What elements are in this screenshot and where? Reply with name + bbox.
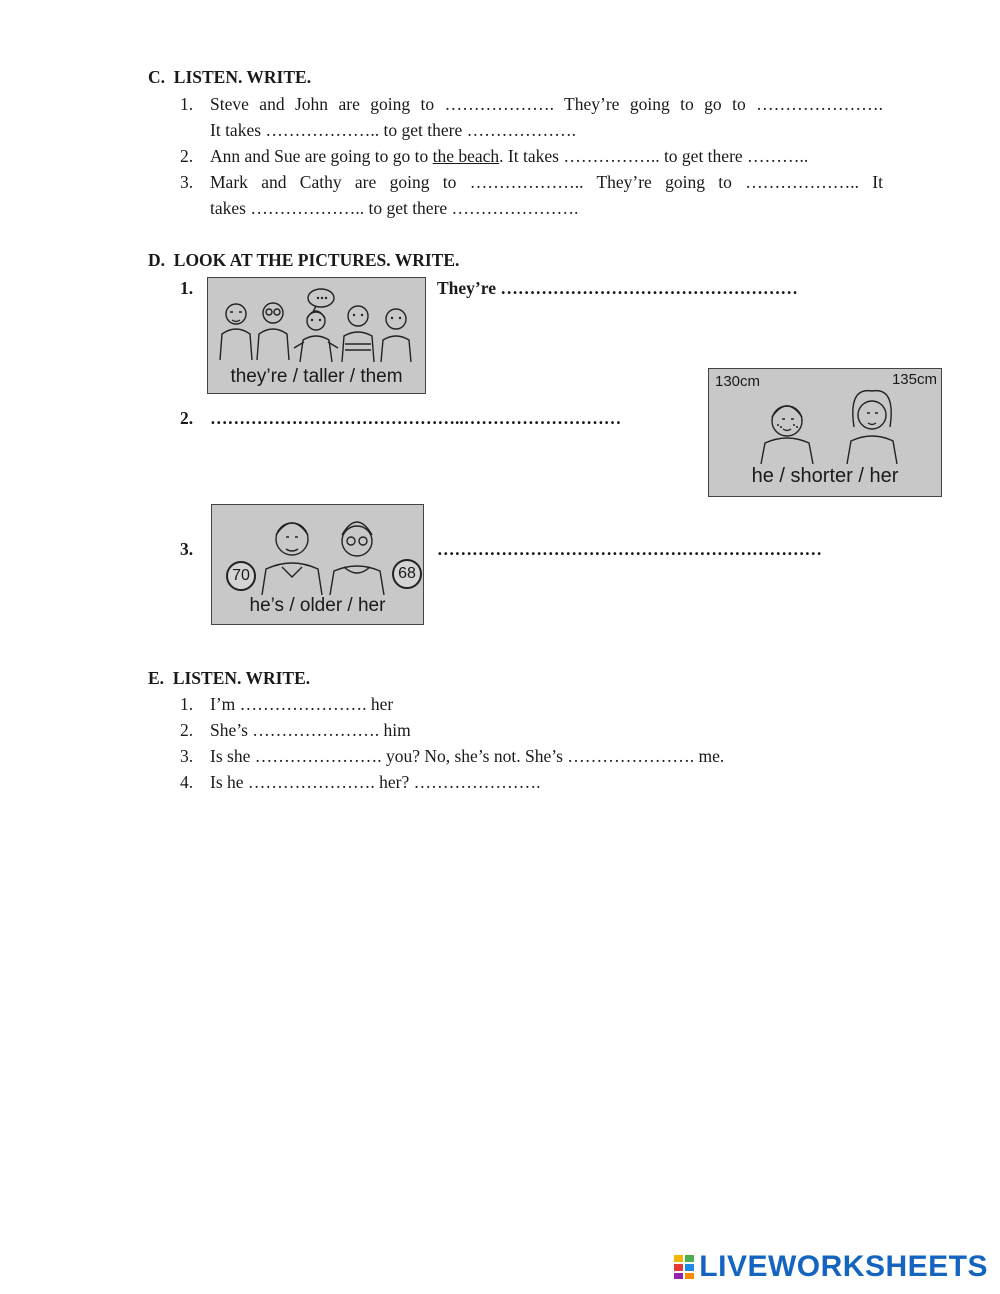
e-item-3-text: Is she …………………. you? No, she’s not. She’s …………………. me.: [210, 746, 725, 766]
d-item-2-caption: he / shorter / her: [751, 465, 899, 487]
c-item-1-number: 1.: [180, 94, 194, 114]
c-item-2-line: [210, 146, 808, 167]
d-item-3-caption: he’s / older / her: [249, 595, 386, 616]
section-e-letter: E.: [148, 668, 165, 688]
d-item-3-left-age: 70: [226, 561, 256, 591]
c-item-2-after: . It takes …………….. to get there ………..: [499, 146, 809, 166]
liveworksheets-logo: [673, 1250, 988, 1284]
c-item-1-line-1: Steve and John are going to ………………. They’re going to go to ………………….: [210, 94, 883, 114]
section-c-letter: C.: [148, 67, 166, 87]
c-item-2-before: Ann and Sue are going to go to: [210, 146, 433, 166]
e-item-2-text: She’s …………………. him: [210, 720, 411, 740]
liveworksheets-logo-icon: [673, 1254, 695, 1280]
d-item-3-answer: …………………………………………………………: [437, 539, 822, 559]
c-item-2-underlined: the beach: [432, 146, 500, 166]
c-item-3-line-2: takes ……………….. to get there ………………….: [210, 198, 579, 218]
d-item-2-right-height: 135cm: [891, 371, 937, 388]
c-item-1-line-2: It takes ……………….. to get there ……………….: [210, 120, 576, 140]
picture-boy-and-girl: [708, 368, 942, 497]
five-children-drawing: [208, 278, 424, 368]
d-item-2-number: 2.: [180, 408, 194, 428]
section-d-heading: [148, 250, 459, 271]
picture-five-children: [207, 277, 426, 394]
section-d-letter: D.: [148, 250, 166, 270]
e-item-1-number: 1.: [180, 694, 194, 714]
c-item-2-number: 2.: [180, 146, 194, 166]
e-item-3-number: 3.: [180, 746, 194, 766]
section-e-heading: [148, 668, 310, 689]
d-item-2-left-height: 130cm: [715, 373, 761, 390]
section-e-title: LISTEN. WRITE.: [172, 668, 311, 688]
d-item-1-number: 1.: [180, 278, 194, 298]
d-item-1-caption: they’re / taller / them: [230, 366, 403, 387]
e-item-1-text: I’m …………………. her: [210, 694, 394, 714]
e-item-2-number: 2.: [180, 720, 194, 740]
d-item-1-answer: They’re ……………………………………………: [437, 278, 798, 298]
c-item-3-line-1: Mark and Cathy are going to ……………….. They’re going to ……………….. It: [210, 172, 883, 192]
section-d-title: LOOK AT THE PICTURES. WRITE.: [173, 250, 460, 270]
c-item-3-number: 3.: [180, 172, 194, 192]
section-c-title: LISTEN. WRITE.: [173, 67, 312, 87]
d-item-3-number: 3.: [180, 539, 194, 559]
d-item-3-right-age: 68: [392, 559, 422, 589]
d-item-2-answer: ……………………………………..………………………: [210, 408, 622, 428]
section-c-heading: [148, 67, 311, 88]
e-item-4-text: Is he …………………. her? ………………….: [210, 772, 541, 792]
liveworksheets-logo-text: LIVEWORKSHEETS: [699, 1250, 988, 1283]
picture-grandparents: [211, 504, 424, 625]
e-item-4-number: 4.: [180, 772, 194, 792]
